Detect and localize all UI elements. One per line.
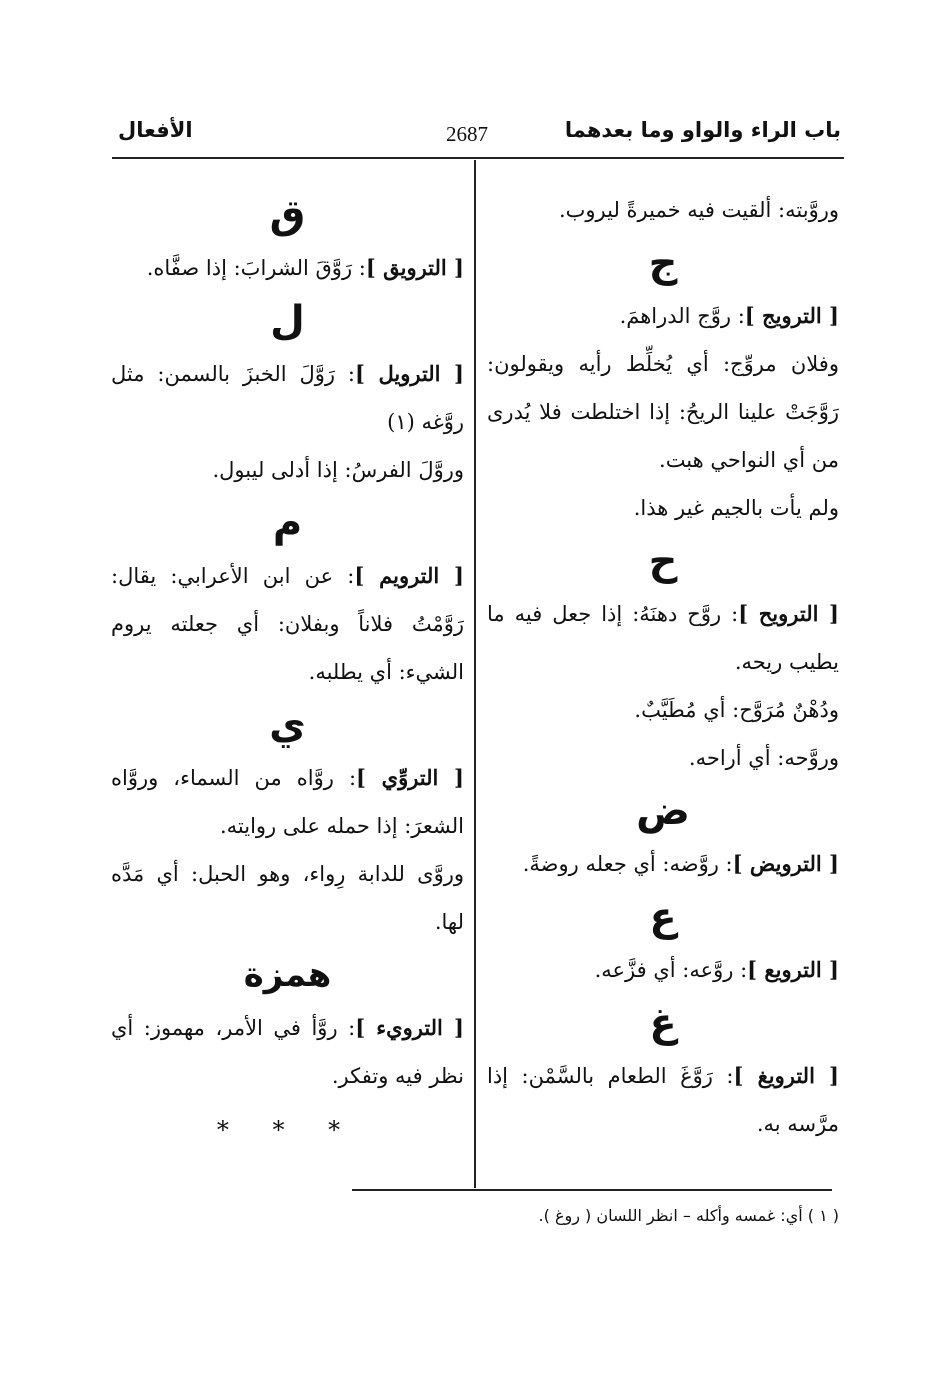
letter-heading: ل: [270, 298, 305, 344]
letter-section-ha: [487, 532, 839, 782]
entry-text: : رَوَّلَ الخبزَ بالسمن: مثل روَّغه (١): [111, 362, 464, 434]
letter-section-hamza: [111, 946, 464, 1100]
letter-section-ghayn: [487, 994, 839, 1148]
dictionary-entry: [487, 734, 839, 782]
letter-section-dad: [487, 782, 839, 888]
letter-heading: ح: [648, 538, 678, 584]
footnote: ( ١ ) أي: غمسه وأكله – انظر اللسان ( روغ ).: [538, 1206, 839, 1225]
entry-text: وروَّحه: أي أراحه.: [688, 746, 839, 770]
entry-text: : روَّعه: أي فزَّعه.: [594, 958, 748, 982]
entry-text: : عن ابن الأعرابي: يقال: رَوَّمْتُ فلاناً وبفلان: أي جعلته يروم الشيء: أي يطلبه.: [111, 564, 464, 684]
letter-section-qaf: [111, 186, 464, 292]
letter-heading: ع: [649, 894, 677, 940]
category-label: الأفعال: [118, 118, 193, 142]
dictionary-entry: [111, 850, 464, 946]
entry-text: وروَّلَ الفرسُ: إذا أدلى ليبول.: [212, 458, 464, 482]
entry-term: [ الترويء ]: [355, 1015, 464, 1040]
entry-text: : روَّج الدراهمَ.: [619, 304, 745, 328]
entry-text: : رَوَّغَ الطعام بالسَّمْن: إذا مرَّسه به.: [487, 1064, 839, 1136]
entry-term: [ الترويم ]: [354, 563, 464, 588]
dictionary-entry: [111, 754, 464, 850]
letter-heading: ج: [648, 240, 678, 286]
dictionary-entry: [487, 590, 839, 686]
entry-text: : روَّاه من السماء، وروَّاه الشعرَ: إذا حمله على روايته.: [111, 766, 464, 838]
letter-heading: همزة: [243, 955, 332, 995]
letter-heading: ض: [636, 788, 690, 834]
dictionary-entry: [111, 1004, 464, 1100]
entry-text: : روَّأ في الأمر، مهموز: أي نظر فيه وتفكر.: [111, 1016, 464, 1088]
footnote-rule: [352, 1189, 832, 1191]
entry-term: [ الترويع ]: [747, 957, 839, 982]
right-column: [487, 186, 839, 1148]
entry-text: ودُهْنٌ مُرَوَّح: أي مُطَيَّبٌ.: [634, 698, 839, 722]
dictionary-entry: [111, 350, 464, 446]
letter-heading: غ: [649, 1000, 677, 1046]
entry-term: [ الترويج ]: [744, 303, 839, 328]
entry-text: وفلان مروِّج: أي يُخلِّط رأيه ويقولون: رَوَّجَتْ علينا الريحُ: إذا اختلطت فلا يُدرى من أي النواحي هبت.: [487, 352, 839, 472]
entry-term: [ الترويق ]: [365, 255, 464, 280]
page-number: 2687: [446, 122, 488, 146]
letter-section-mim: [111, 494, 464, 696]
entry-term: [ الترويح ]: [738, 601, 839, 626]
dictionary-entry: [487, 840, 839, 888]
entry-term: [ الترويل ]: [355, 361, 464, 386]
entry-text: ولم يأت بالجيم غير هذا.: [633, 496, 839, 520]
entry-term: [ الترويغ ]: [733, 1063, 839, 1088]
dictionary-entry: [487, 484, 839, 532]
left-column: [111, 186, 464, 1154]
dictionary-entry: [487, 946, 839, 994]
dictionary-entry: [111, 244, 464, 292]
section-title: باب الراء والواو وما بعدهما: [564, 118, 841, 142]
letter-section-jim: [487, 234, 839, 532]
section-end-mark: * * *: [216, 1116, 359, 1144]
page-header: [0, 118, 951, 158]
header-rule: [112, 157, 844, 159]
letter-heading: م: [272, 500, 303, 546]
entry-term: [ التروِّي ]: [356, 765, 464, 790]
letter-section-ya: [111, 696, 464, 946]
letter-heading: ق: [269, 192, 306, 238]
entry-term: [ الترويض ]: [732, 851, 839, 876]
dictionary-entry: [111, 552, 464, 696]
letter-section-ayn: [487, 888, 839, 994]
dictionary-entry: [111, 446, 464, 494]
intro-entry: وروَّبته: ألقيت فيه خميرةً ليروب.: [558, 198, 839, 222]
column-divider: [474, 160, 476, 1188]
dictionary-entry: [487, 686, 839, 734]
letter-heading: ي: [269, 702, 306, 748]
dictionary-entry: [487, 1052, 839, 1148]
entry-text: : روَّضه: أي جعله روضةً.: [522, 852, 733, 876]
dictionary-entry: [487, 340, 839, 484]
entry-text: وروَّى للدابة رِواء، وهو الحبل: أي مَدَّه لها.: [111, 862, 464, 934]
dictionary-entry: [487, 292, 839, 340]
entry-text: : رَوَّقَ الشرابَ: إذا صفَّاه.: [146, 256, 366, 280]
entry-text: : روَّح دهنَهُ: إذا جعل فيه ما يطيب ريحه.: [487, 602, 839, 674]
letter-section-lam: [111, 292, 464, 494]
